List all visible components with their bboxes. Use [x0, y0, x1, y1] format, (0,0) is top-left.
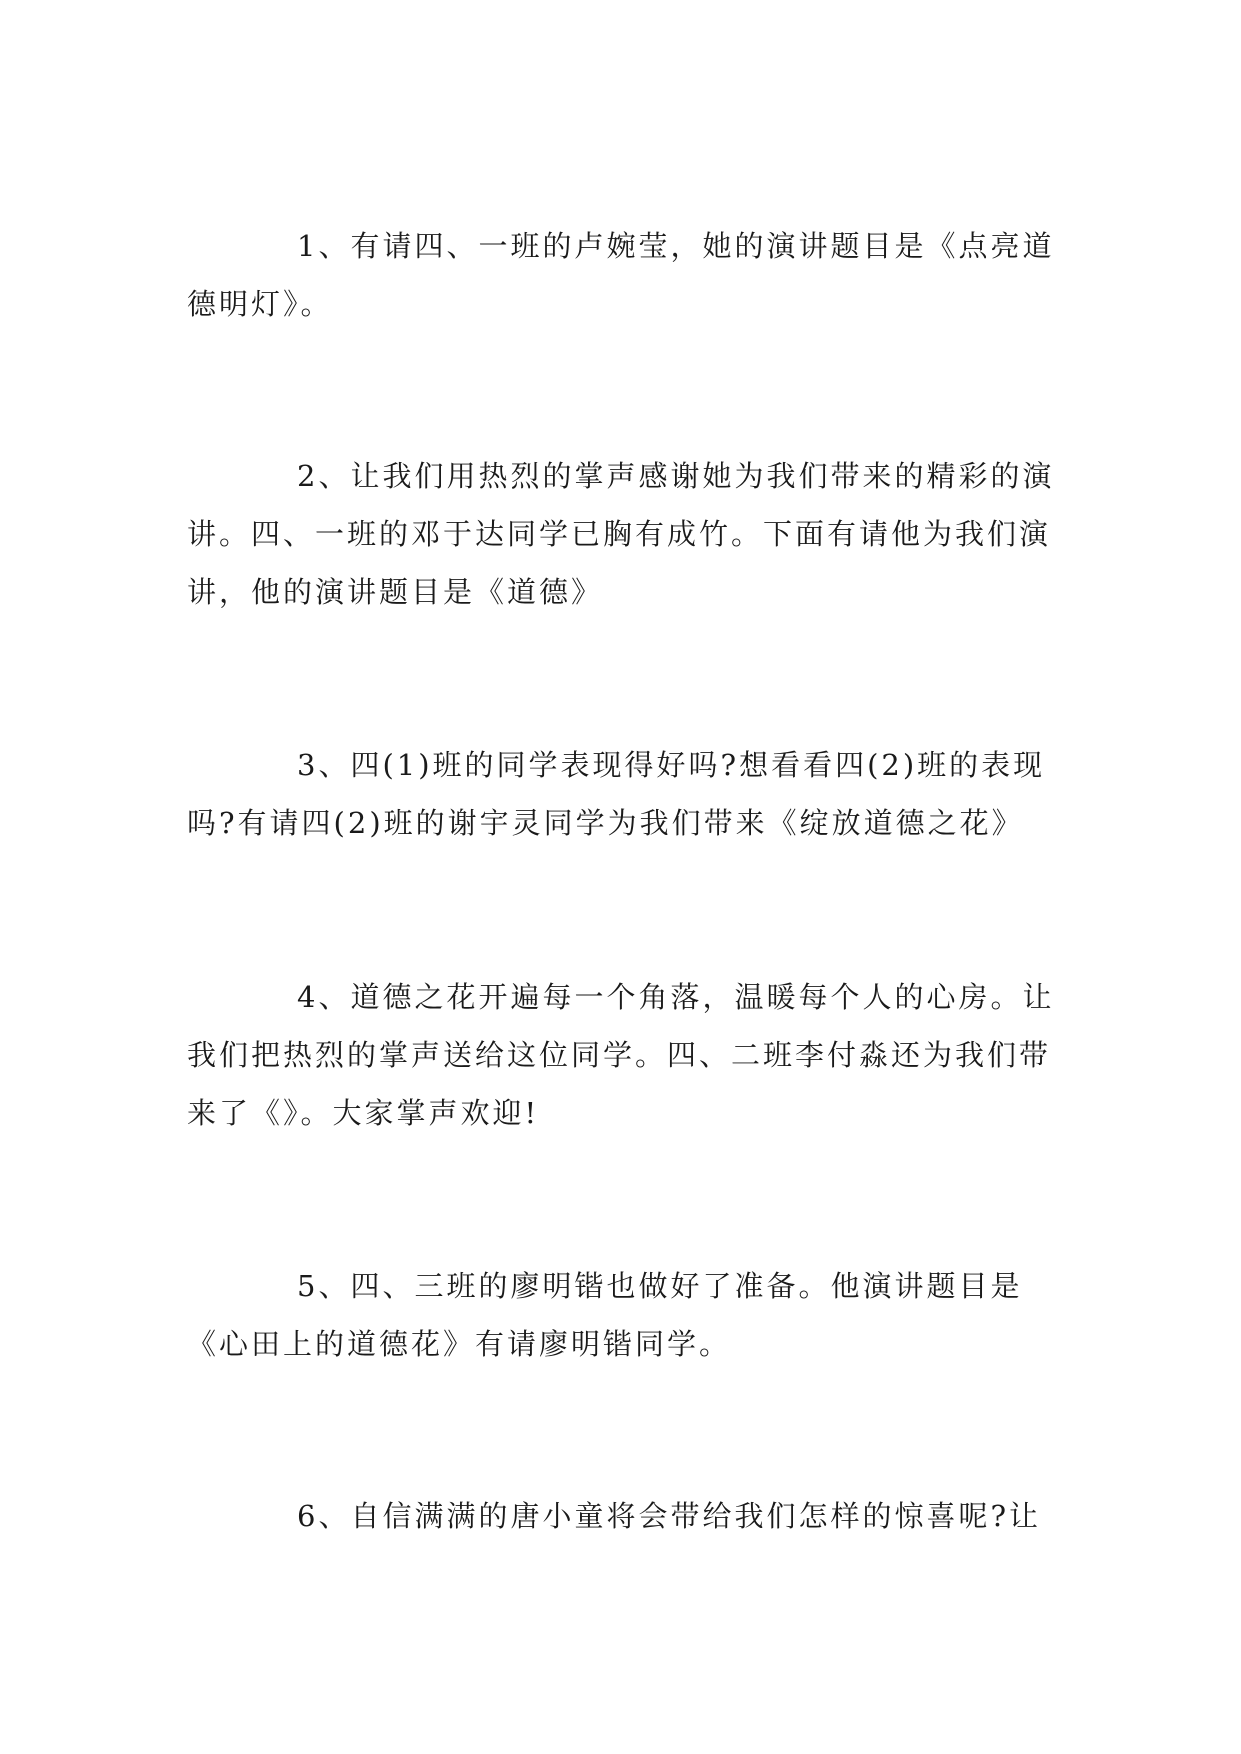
paragraph-5: 5、四、三班的廖明锴也做好了准备。他演讲题目是《心田上的道德花》有请廖明锴同学。: [187, 1269, 1023, 1361]
paragraph-2: 2、让我们用热烈的掌声感谢她为我们带来的精彩的演讲。四、一班的邓于达同学已胸有成竹。下面有请他为我们演讲，他的演讲题目是《道德》: [187, 459, 1055, 609]
paragraph-6: 6、自信满满的唐小童将会带给我们怎样的惊喜呢?让: [297, 1499, 1041, 1533]
paragraph-4: 4、道德之花开遍每一个角落，温暖每个人的心房。让我们把热烈的掌声送给这位同学。四、二班李付淼还为我们带来了《》。大家掌声欢迎!: [187, 980, 1055, 1130]
paragraph-3: 3、四(1)班的同学表现得好吗?想看看四(2)班的表现吗?有请四(2)班的谢宇灵同学为我们带来《绽放道德之花》: [187, 748, 1046, 840]
paragraph-1: 1、有请四、一班的卢婉莹，她的演讲题目是《点亮道德明灯》。: [187, 229, 1055, 321]
